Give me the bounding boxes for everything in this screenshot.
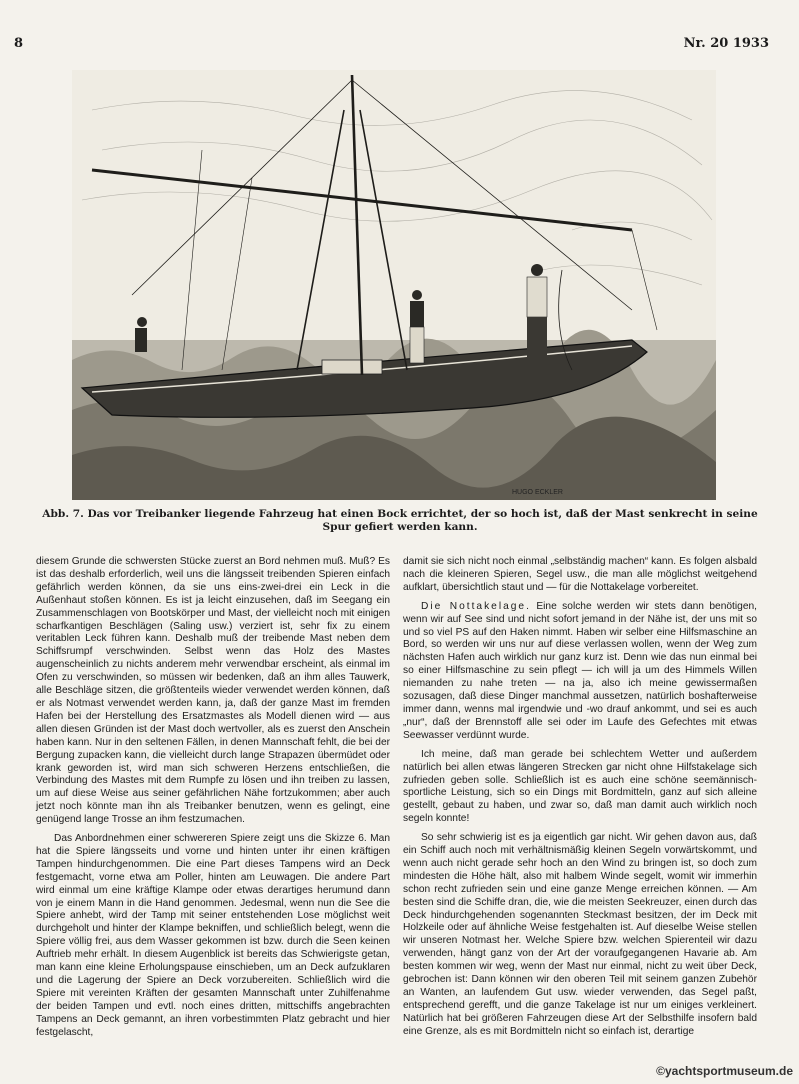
left-paragraph-1: diesem Grunde die schwersten Stücke zuerst an Bord nehmen muß. Muß? Es ist das deshalb erforderlich, weil uns die längsseit treibenden Spieren einfach gefährlich werden können, da sie uns eins-zwei-drei ein Leck in die Außenhaut stoßen können. Es ist ja leicht einzusehen, daß im Seegang ein Zusammenschlagen von Bootskörper und Mast, der vielleicht noch mit einigen scharfkantigen Beschlägen (Saling usw.) verziert ist, sehr fix zu einem veritablen Leck führen kann. Deshalb muß der treibende Mast neben dem Schiffsrumpf verschwinden. Selbst wenn das Holz des Mastes augenscheinlich zu nichts anderem mehr verwendbar erscheint, als einmal im Ofen zu verschwinden, so müssen wir bedenken, daß an ihm alles Tauwerk, alle Beschläge sitzen, die größtenteils wieder verwendet werden können, daß er als Notmast verwendet werden kann, ja, daß der ganze Mast im fremden Hafen bei der Herstellung des Ersatzmastes als Modell dienen wird — aus allen diesen Gründen ist der Mast doch wertvoller, als es zuerst den Anschein haben kann. Nur in den seltenen Fällen, in denen Mannschaft fehlt, die bei der Bergung zupacken kann, die vielleicht durch lange Strapazen übermüdet oder krank geworden ist, wird man sich schweren Herzens entschließen, die Verbindung des Mastes mit dem Rumpfe zu lösen und ihn treiben zu lassen, um auf diese Weise aus seiner gefährlichen Nähe fortzukommen; aber auch jetzt noch könnte man ihn als Treibanker benutzen, wenn es gelingt, eine genügend lange Trosse an ihm festzumachen. bbox=[36, 556, 390, 826]
left-column bbox=[36, 556, 390, 1040]
boat-drawing bbox=[72, 70, 716, 500]
left-paragraph-2: Das Anbordnehmen einer schwereren Spiere zeigt uns die Skizze 6. Man hat die Spiere längsseits und vorne und hinten unter ihr einen kräftigen Tampen hindurchgenommen. Die eine Part dieses Tampens wird an Deck festgemacht, vorne etwa am Poller, hinten am Leuwagen. Die andere Part wird einmal um eine kräftige Klampe oder etwas derartiges herumund dann von je einem Mann in die Hand genommen. Jedesmal, wenn nun die See die Spiere anhebt, wird der Tamp mit seiner entstehenden Lose möglichst weit durchgeholt und hinter der Klampe bekniffen, und schließlich belegt, wenn die Spiere völlig frei, aus dem Wasser gekommen ist bzw. durch die Seen keinen Auftrieb mehr erhält. In diesem Augenblick ist bereits das Schwierigste getan, man kann eine kleine Erholungspause einschieben, um an Deck aufzuklaren und die Lagerung der Spiere an Deck vorzubereiten. Schließlich wird die Spiere mit vereinten Kräften der gesamten Mannschaft unter Zuhilfenahme der beiden Tampen und evtl. noch eines dritten, mittschiffs angebrachten Tampens an Deck gemannt, an ihren vorbestimmten Platz gebracht und hier festgelascht, bbox=[36, 833, 390, 1038]
right-paragraph-1: damit sie sich nicht noch einmal „selbständig machen“ kann. Es folgen alsbald nach die kleineren Spieren, Segel usw., die man alle möglichst weitgehend aufklart, übersichtlich staut und — für die Nottakelage vorbereitet. bbox=[403, 556, 757, 593]
right-paragraph-2: Eine solche werden wir stets dann benötigen, wenn wir auf See sind und nicht sofort jemand in der Nähe ist, der uns mit so und so viel PS auf den Haken nimmt. Haben wir selber eine Hilfsmaschine an Bord, so werden wir uns nur auf diese verlassen wollen, wenn der Weg zum nächsten Hafen auch wirklich nur ganz kurz ist. Denn wie das nun einmal bei so einer Hilfsmaschine zu sein pflegt — ich will ja um des Himmels Willen niemanden zu nahe treten — na ja, also ich meine gewissermaßen sozusagen, daß diese Dinger manchmal aussetzen, natürlich boshafterweise immer dann, wenns mal irgendwie und -wo drauf ankommt, und sei es auch „nur“, daß der Brennstoff alle sei oder im Laufe des Gefechtes mit etwas Seewasser verdünnt wurde. bbox=[403, 600, 757, 741]
illustration-boat-sheerlegs bbox=[72, 70, 716, 500]
figure-caption: Abb. 7. Das vor Treibanker liegende Fahrzeug hat einen Bock errichtet, der so hoch ist, daß der Mast senkrecht in seine Spur gefiert werden kann. bbox=[42, 508, 758, 533]
sky-hatching bbox=[82, 91, 712, 285]
issue-number: Nr. 20 1933 bbox=[683, 36, 769, 51]
section-heading-nottakelage: Die Nottakelage. bbox=[421, 600, 531, 612]
page-number: 8 bbox=[14, 36, 24, 51]
right-paragraph-4: So sehr schwierig ist es ja eigentlich gar nicht. Wir gehen davon aus, daß ein Schiff auch noch mit verhältnismäßig kleinen Segeln vorwärtskommt, und wenn auch nicht gerade sehr hoch an den Wind zu bringen ist, so doch zum mindesten die Höhe hält, also mit halbem Winde segelt, womit wir immerhin schon recht zufrieden sein und eine ganze Menge erreichen können. — Am besten sind die Schiffe dran, die, wie die meisten Seekreuzer, einen durch das Deck hindurchgehenden sogenannten Steckmast besitzen, der im Deck mit Holzkeile oder auf ähnliche Weise festgehalten ist. Auf dieselbe Weise stellen wir unseren Notmast her. Welche Spiere bzw. welchen Spierenteil wir dazu verwenden, hängt ganz von der Art der voraufgegangenen Havarie ab. Am besten kommen wir weg, wenn der Mast nur einmal, nicht zu weit über Deck, gebrochen ist: Dann können wir den oberen Teil mit seinem ganzen Zubehör an Wanten, an laufendem Gut usw. wieder verwenden, das Segel paßt, entsprechend gerefft, und die ganze Takelage ist nur um einiges verkleinert. Natürlich hat bei größeren Fahrzeugen diese Art der Selbsthilfe insofern bald eine Grenze, als es mit Bordmitteln nicht so einfach ist, derartige bbox=[403, 832, 757, 1037]
mast-and-rigging bbox=[92, 75, 657, 375]
watermark: ©yachtsportmuseum.de bbox=[656, 1064, 793, 1078]
right-paragraph-3: Ich meine, daß man gerade bei schlechtem Wetter und außerdem natürlich bei allen etwas längeren Strecken gar nicht ohne Hilfstakelage sich zufrieden geben solle. Schließlich ist es auch eine schöne seemännisch-sportliche Leistung, sich so ein Dings mit Bordmitteln, ganz auf sich alleine gestellt, gebaut zu haben, und zwar so, daß man damit auch wirklich noch segeln konnte! bbox=[403, 748, 757, 825]
right-column bbox=[403, 556, 757, 1039]
artist-signature: HUGO ECKLER bbox=[512, 489, 563, 496]
